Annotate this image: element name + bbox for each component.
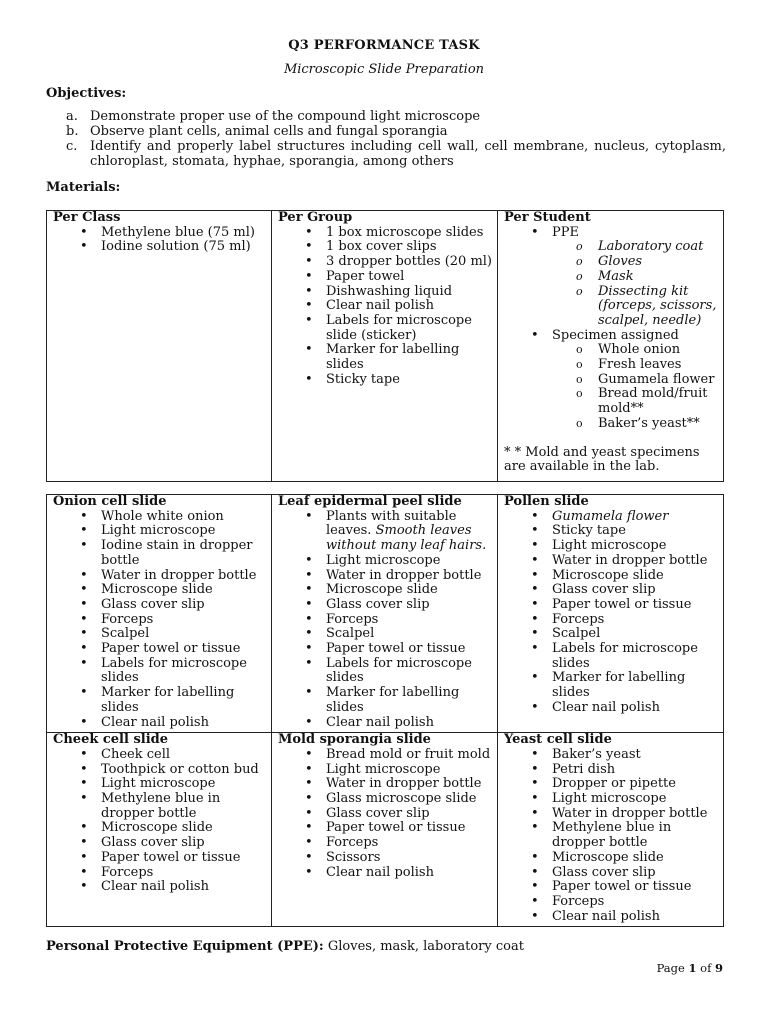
list-item: • Labels for microscope slides — [101, 657, 267, 686]
list-item: • Forceps — [326, 613, 493, 628]
onion-slide-cell — [47, 495, 272, 733]
ppe-sublist — [552, 240, 719, 328]
objective-item: c. Identify and properly label structures including cell wall, cell membrane, nucleus, cytoplasm, chloroplast, stomata, hyphae, sporangia, among others — [66, 139, 726, 169]
list-item: • Water in dropper bottle — [552, 807, 719, 822]
list-item: • Labels for microscope slide (sticker) — [326, 314, 493, 343]
list-item: • Paper towel or tissue — [101, 851, 267, 866]
list-item: • Marker for labelling slides — [326, 686, 493, 715]
list-item: • Labels for microscope slides — [552, 642, 719, 671]
list-item: • Marker for labelling slides — [326, 343, 493, 372]
ppe-text: Gloves, mask, laboratory coat — [327, 939, 524, 954]
objectives-heading: Objectives: — [46, 86, 127, 101]
mold-slide-cell — [272, 733, 498, 927]
list-item: • Glass cover slip — [552, 866, 719, 881]
list-item: • Water in dropper bottle — [101, 569, 267, 584]
list-item: • Cheek cell — [101, 748, 267, 763]
per-group-list — [278, 226, 493, 388]
sub-list-item: o Mask — [598, 270, 719, 285]
list-item: • Forceps — [101, 866, 267, 881]
list-item: • Clear nail polish — [552, 910, 719, 925]
mold-slide-list — [278, 748, 493, 880]
list-item: • Glass cover slip — [552, 583, 719, 598]
list-item: • Glass microscope slide — [326, 792, 493, 807]
sub-list-item: o Gumamela flower — [598, 373, 719, 388]
list-item: • Marker for labelling slides — [552, 671, 719, 700]
list-item: • Paper towel or tissue — [552, 598, 719, 613]
cheek-slide-list — [53, 748, 267, 895]
leaf-slide-cell — [272, 495, 498, 733]
list-item: • Clear nail polish — [552, 701, 719, 716]
list-item: • Plants with suitable leaves. Smooth leaves without many leaf hairs. — [326, 510, 493, 554]
list-item: • Methylene blue in dropper bottle — [101, 792, 267, 821]
page-subtitle: Microscopic Slide Preparation — [283, 62, 485, 77]
list-item: • Light microscope — [326, 554, 493, 569]
list-item: • Glass cover slip — [326, 598, 493, 613]
sub-list-item: o Whole onion — [598, 343, 719, 358]
list-item: • Toothpick or cotton bud — [101, 763, 267, 778]
list-item: • Bread mold or fruit mold — [326, 748, 493, 763]
list-item: • Specimen assigned o Whole onion o Fresh leaves o Gumamela flower o Bread mold/fruit mold** o Baker’s yeast** — [552, 329, 719, 432]
list-item: • Forceps — [552, 613, 719, 628]
list-item: • Light microscope — [326, 763, 493, 778]
list-item: • Glass cover slip — [101, 836, 267, 851]
list-item: • Light microscope — [101, 777, 267, 792]
per-class-cell — [47, 211, 272, 482]
per-student-header: Per Student — [504, 210, 591, 225]
list-item: • Water in dropper bottle — [326, 569, 493, 584]
specimen-note: * * Mold and yeast specimens are available in the lab. — [504, 444, 700, 475]
list-item: • Light microscope — [101, 524, 267, 539]
sub-list-item: o Fresh leaves — [598, 358, 719, 373]
list-item: • Paper towel or tissue — [326, 642, 493, 657]
objective-item: b. Observe plant cells, animal cells and fungal sporangia — [66, 124, 448, 139]
sub-list-item: o Dissecting kit (forceps, scissors, scalpel, needle) — [598, 285, 719, 329]
list-item: • Scalpel — [101, 627, 267, 642]
onion-slide-list — [53, 510, 267, 731]
cheek-slide-cell — [47, 733, 272, 927]
list-item: • Clear nail polish — [101, 716, 267, 731]
list-item: • Clear nail polish — [326, 299, 493, 314]
list-item: • Clear nail polish — [326, 716, 493, 731]
list-item: • 1 box cover slips — [326, 240, 493, 255]
per-group-header: Per Group — [278, 210, 353, 225]
list-item: • Paper towel or tissue — [326, 821, 493, 836]
list-item: • 3 dropper bottles (20 ml) — [326, 255, 493, 270]
list-item: • 1 box microscope slides — [326, 226, 493, 241]
cheek-slide-header: Cheek cell slide — [53, 732, 169, 748]
list-item: • Methylene blue in dropper bottle — [552, 821, 719, 850]
mold-slide-header: Mold sporangia slide — [278, 732, 431, 748]
sub-list-item: o Gloves — [598, 255, 719, 270]
list-item: • PPE o Laboratory coat o Gloves o Mask o Dissecting kit (forceps, scissors, scalpel, needle) — [552, 226, 719, 329]
list-item: • Whole white onion — [101, 510, 267, 525]
list-item: • Microscope slide — [326, 583, 493, 598]
objectives-list — [66, 109, 726, 169]
list-item: • Marker for labelling slides — [101, 686, 267, 715]
list-item: • Scalpel — [552, 627, 719, 642]
list-item: • Methylene blue (75 ml) — [101, 226, 267, 241]
yeast-slide-header: Yeast cell slide — [504, 732, 612, 748]
list-item: • Glass cover slip — [326, 807, 493, 822]
page-title: Q3 PERFORMANCE TASK — [288, 38, 480, 53]
onion-slide-header: Onion cell slide — [53, 494, 167, 509]
pollen-slide-cell — [498, 495, 724, 733]
list-item: • Light microscope — [552, 539, 719, 554]
list-item: • Light microscope — [552, 792, 719, 807]
list-item: • Gumamela flower — [552, 510, 719, 525]
page-number: Page 1 of 9 — [656, 961, 723, 975]
sub-list-item: o Bread mold/fruit mold** — [598, 387, 719, 416]
list-item: • Microscope slide — [101, 821, 267, 836]
list-item: • Forceps — [326, 836, 493, 851]
objective-item: a. Demonstrate proper use of the compound light microscope — [66, 109, 481, 124]
materials-table — [46, 210, 724, 482]
list-item: • Paper towel or tissue — [552, 880, 719, 895]
per-class-header: Per Class — [53, 210, 121, 225]
list-item: • Scalpel — [326, 627, 493, 642]
pollen-slide-list — [504, 510, 719, 716]
yeast-slide-cell — [498, 733, 724, 927]
ppe-label: Personal Protective Equipment (PPE): — [46, 939, 324, 954]
list-item: • Sticky tape — [326, 373, 493, 388]
sub-list-item: o Laboratory coat — [598, 240, 719, 255]
list-item: • Water in dropper bottle — [552, 554, 719, 569]
list-item: • Water in dropper bottle — [326, 777, 493, 792]
list-item: • Baker’s yeast — [552, 748, 719, 763]
list-item: • Dropper or pipette — [552, 777, 719, 792]
list-item: • Scissors — [326, 851, 493, 866]
list-item: • Petri dish — [552, 763, 719, 778]
list-item: • Microscope slide — [552, 569, 719, 584]
specimen-sublist — [552, 343, 719, 431]
per-student-cell — [498, 211, 724, 482]
per-class-list — [53, 226, 267, 255]
list-item: • Labels for microscope slides — [326, 657, 493, 686]
pollen-slide-header: Pollen slide — [504, 494, 589, 509]
per-student-list — [504, 226, 719, 432]
list-item: • Glass cover slip — [101, 598, 267, 613]
list-item: • Microscope slide — [101, 583, 267, 598]
leaf-slide-header: Leaf epidermal peel slide — [278, 494, 462, 509]
list-item: • Clear nail polish — [326, 866, 493, 881]
list-item: • Microscope slide — [552, 851, 719, 866]
list-item: • Paper towel or tissue — [101, 642, 267, 657]
list-item: • Clear nail polish — [101, 880, 267, 895]
list-item: • Dishwashing liquid — [326, 285, 493, 300]
slides-table — [46, 494, 724, 927]
leaf-slide-list — [278, 510, 493, 731]
list-item: • Iodine solution (75 ml) — [101, 240, 267, 255]
list-item: • Forceps — [552, 895, 719, 910]
ppe-footer — [46, 939, 524, 954]
sub-list-item: o Baker’s yeast** — [598, 417, 719, 432]
yeast-slide-list — [504, 748, 719, 924]
materials-heading: Materials: — [46, 180, 121, 195]
list-item: • Sticky tape — [552, 524, 719, 539]
list-item: • Paper towel — [326, 270, 493, 285]
list-item: • Forceps — [101, 613, 267, 628]
per-group-cell — [272, 211, 498, 482]
list-item: • Iodine stain in dropper bottle — [101, 539, 267, 568]
